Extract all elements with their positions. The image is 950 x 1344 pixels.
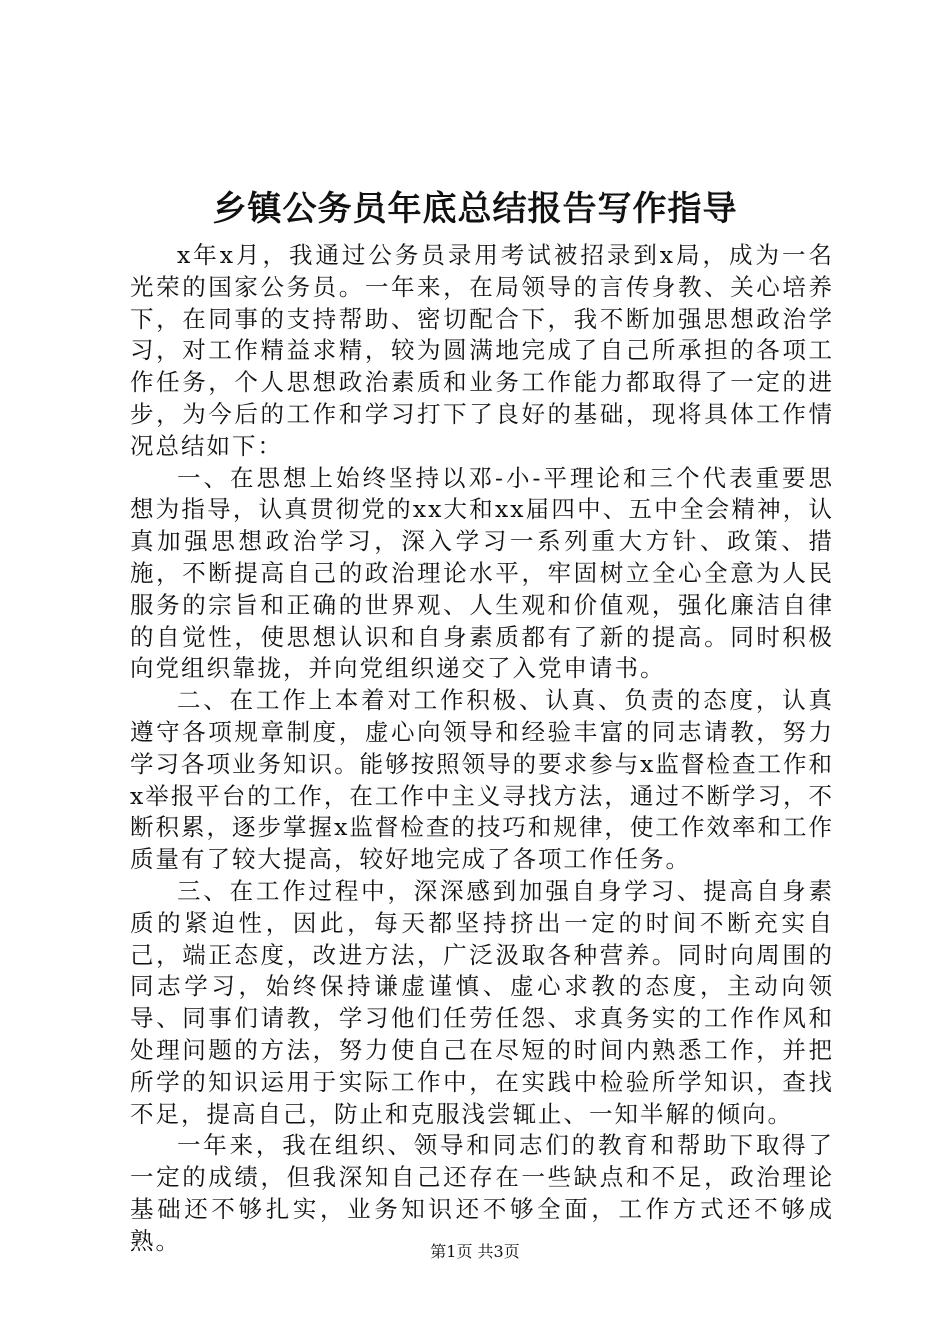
paragraph-section-1: 一、在思想上始终坚持以邓-小-平理论和三个代表重要思想为指导，认真贯彻党的xx大和xx届四中、五中全会精神，认真加强思想政治学习，深入学习一系列重大方针、政策、措施，不断提高自己的政治理论水平，牢固树立全心全意为人民服务的宗旨和正确的世界观、人生观和价值观，强化廉洁自律的自觉性，使思想认识和自身素质都有了新的提高。同时积极向党组织靠拢，并向党组织递交了入党申请书。 xyxy=(130,463,834,683)
document-title: 乡镇公务员年底总结报告写作指导 xyxy=(212,189,738,229)
paragraph-section-2: 二、在工作上本着对工作积极、认真、负责的态度，认真遵守各项规章制度，虚心向领导和经验丰富的同志请教，努力学习各项业务知识。能够按照领导的要求参与x监督检查工作和x举报平台的工作，在工作中主义寻找方法，通过不断学习，不断积累，逐步掌握x监督检查的技巧和规律，使工作效率和工作质量有了较大提高，较好地完成了各项工作任务。 xyxy=(130,686,834,874)
paragraph-section-3: 三、在工作过程中，深深感到加强自身学习、提高自身素质的紧迫性，因此，每天都坚持挤出一定的时间不断充实自己，端正态度，改进方法，广泛汲取各种营养。同时向周围的同志学习，始终保持谦虚谨慎、虚心求教的态度，主动向领导、同事们请教，学习他们任劳任怨、求真务实的工作作风和处理问题的方法，努力使自己在尽短的时间内熟悉工作，并把所学的知识运用于实际工作中，在实践中检验所学知识，查找不足，提高自己，防止和克服浅尝辄止、一知半解的倾向。 xyxy=(130,876,834,1128)
page-number-footer: 第1页 共3页 xyxy=(430,1242,520,1261)
paragraph-conclusion: 一年来，我在组织、领导和同志们的教育和帮助下取得了一定的成绩，但我深知自己还存在一些缺点和不足，政治理论基础还不够扎实，业务知识还不够全面，工作方式还不够成熟。 xyxy=(130,1131,834,1255)
document-body xyxy=(130,240,834,1258)
paragraph-intro: x年x月，我通过公务员录用考试被招录到x局，成为一名光荣的国家公务员。一年来，在局领导的言传身教、关心培养下，在同事的支持帮助、密切配合下，我不断加强思想政治学习，对工作精益求精，较为圆满地完成了自己所承担的各项工作任务，个人思想政治素质和业务工作能力都取得了一定的进步，为今后的工作和学习打下了良好的基础，现将具体工作情况总结如下： xyxy=(130,241,834,460)
